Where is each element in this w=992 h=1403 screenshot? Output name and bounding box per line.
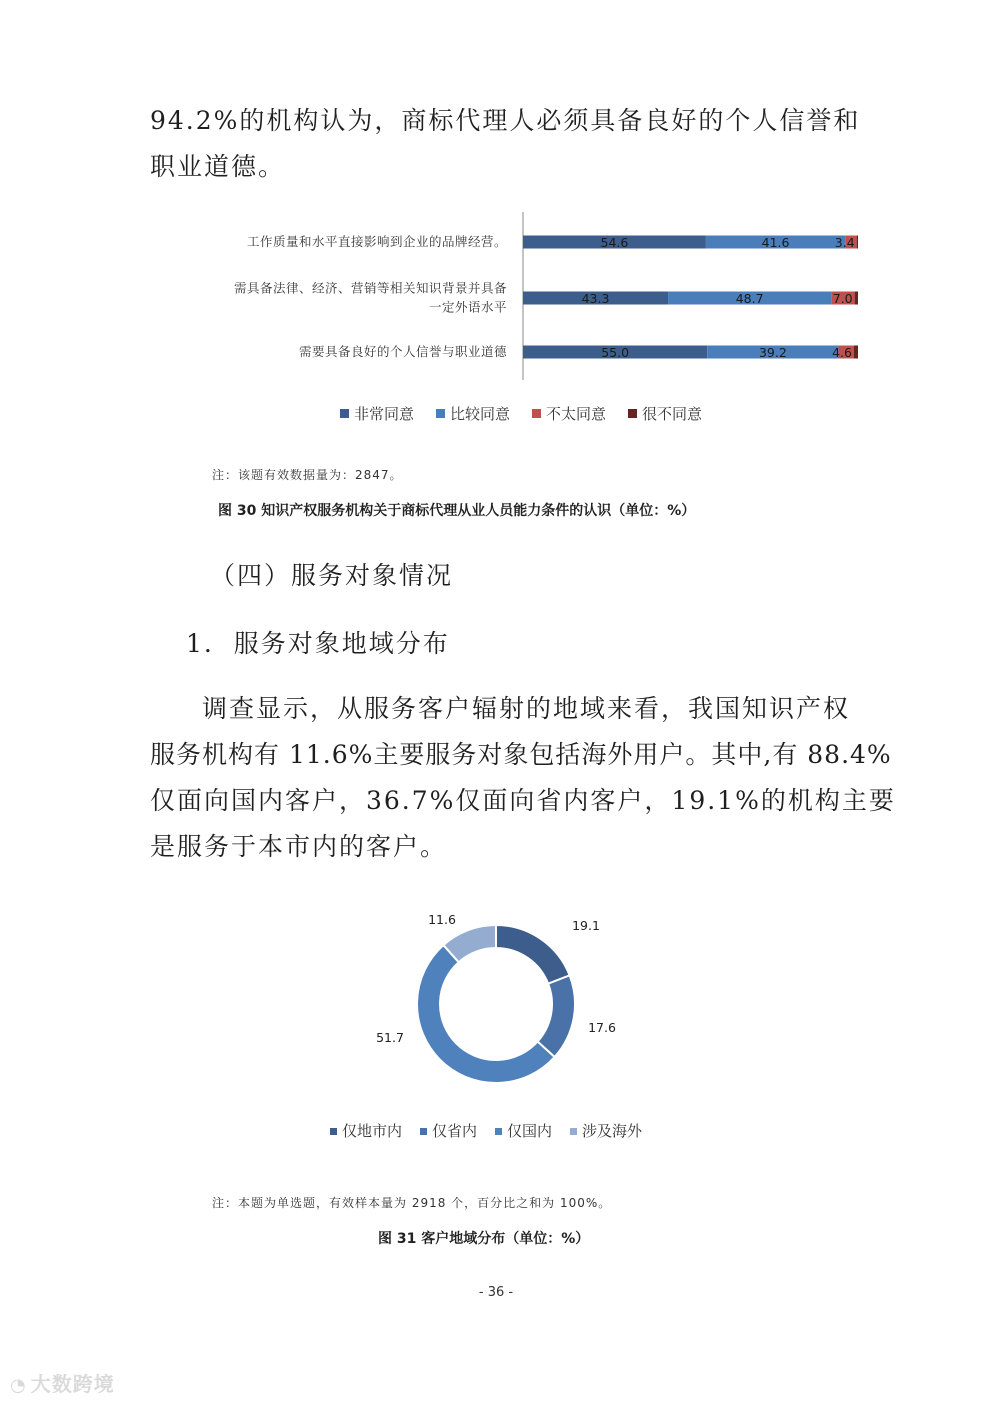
sub-heading: 1. 服务对象地域分布 [186,629,450,658]
legend-item [436,403,510,424]
bar-value-label: 48.7 [735,291,764,306]
intro-line-2: 职业道德。 [150,152,286,181]
legend-item [340,403,414,424]
donut-slice [417,945,555,1083]
figure31-caption: 图 31 客户地域分布（单位：%） [378,1231,590,1247]
donut-value-label: 51.7 [376,1030,404,1045]
page-number: - 36 - [478,1285,514,1300]
intro-paragraph [150,98,870,190]
legend-item [330,1120,402,1141]
legend-item [628,403,702,424]
legend-label: 仅国内 [507,1122,553,1140]
category-label: 工作质量和水平直接影响到企业的品牌经营。 [246,234,507,249]
donut-value-label: 11.6 [428,912,456,927]
bar-value-label: 3.4 [834,235,855,250]
figure30-bar-chart [0,200,992,400]
legend-label: 涉及海外 [582,1122,643,1140]
category-label: 需要具备良好的个人信誉与职业道德 [298,344,507,359]
bar-value-label: 43.3 [581,291,610,306]
legend-label: 不太同意 [546,405,607,423]
body-line-1: 调查显示，从服务客户辐射的地域来看，我国知识产权 [202,694,851,723]
legend-item [495,1120,552,1141]
watermark-text: 大数跨境 [30,1372,115,1396]
body-paragraph [150,686,896,870]
legend-item [532,403,606,424]
legend-swatch [436,409,445,418]
bar-segment [854,346,858,359]
bar-value-label: 7.0 [832,291,853,306]
legend-swatch [495,1128,502,1135]
bar-value-label: 4.6 [832,345,852,360]
legend-label: 仅省内 [432,1122,478,1140]
donut-value-label: 19.1 [572,918,600,933]
legend-label: 很不同意 [642,405,703,423]
legend-label: 非常同意 [354,405,415,423]
legend-swatch [420,1128,427,1135]
legend-swatch [532,409,541,418]
bar-value-label: 41.6 [761,235,790,250]
watermark [10,1368,115,1397]
legend-swatch [340,409,349,418]
donut-slice [538,975,575,1057]
legend-swatch [628,409,637,418]
bar-segment [857,236,858,249]
intro-line-1: 94.2%的机构认为，商标代理人必须具备良好的个人信誉和 [150,106,861,135]
bar-value-label: 55.0 [601,345,630,360]
body-line-2: 服务机构有 11.6%主要服务对象包括海外用户。其中,有 88.4% [150,740,892,769]
category-label: 需具备法律、经济、营销等相关知识背景并具备 [233,280,507,296]
figure31-donut-chart [330,900,670,1100]
legend-swatch [330,1128,337,1135]
figure30-note: 注：该题有效数据量为：2847。 [212,468,403,482]
figure30-legend [340,403,724,424]
sina-weibo-icon: ◔ [10,1375,27,1396]
figure31-note: 注：本题为单选题，有效样本量为 2918 个，百分比之和为 100%。 [212,1196,612,1210]
category-label: 一定外语水平 [428,299,507,315]
bar-value-label: 54.6 [600,235,629,250]
legend-label: 仅地市内 [342,1122,403,1140]
legend-item [570,1120,642,1141]
legend-swatch [570,1128,577,1135]
figure31-legend [330,1120,660,1141]
legend-item [420,1120,477,1141]
bar-segment [855,292,858,305]
bar-value-label: 39.2 [758,345,787,360]
body-line-3: 仅面向国内客户，36.7%仅面向省内客户，19.1%的机构主要 [150,786,896,815]
legend-label: 比较同意 [450,405,511,423]
figure30-caption: 图 30 知识产权服务机构关于商标代理从业人员能力条件的认识（单位：%） [218,503,696,519]
donut-value-label: 17.6 [588,1020,616,1035]
donut-slice [496,925,570,984]
section-heading: （四）服务对象情况 [210,561,454,590]
body-line-4: 是服务于本市内的客户。 [150,832,448,861]
